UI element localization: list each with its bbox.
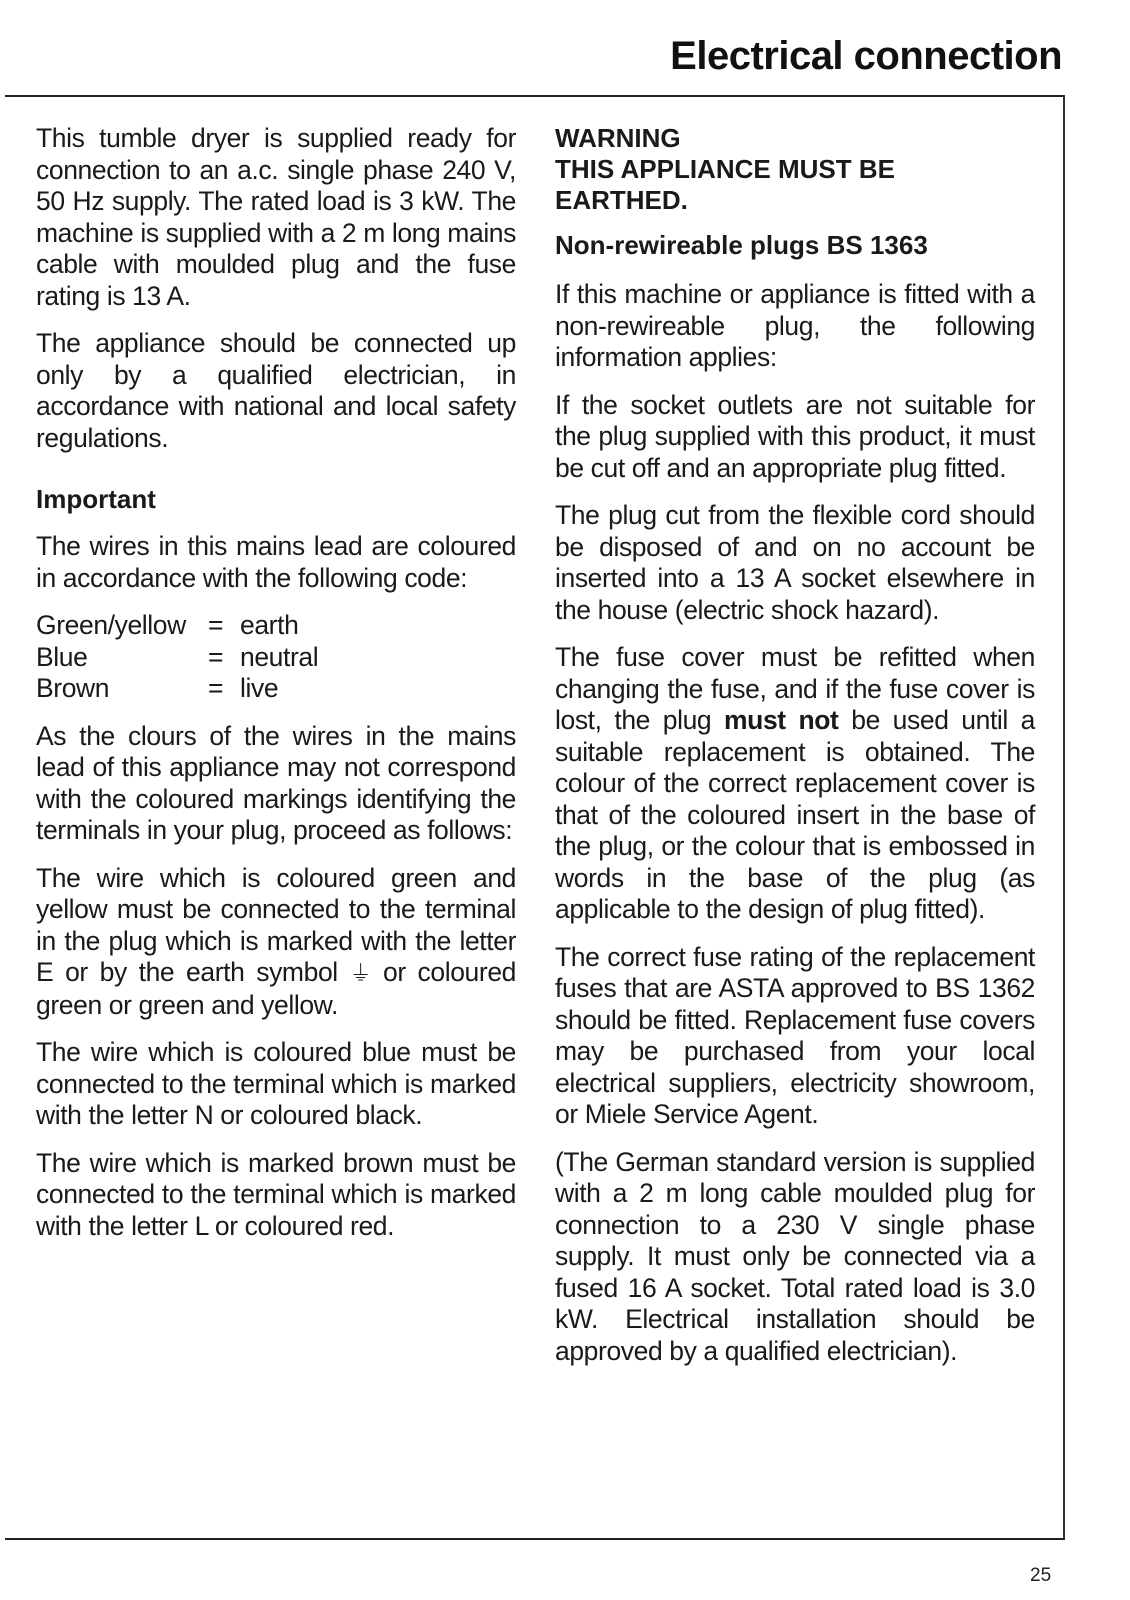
plugs-heading: Non-rewireable plugs BS 1363 <box>555 230 928 260</box>
green-yellow-wire-paragraph <box>36 863 516 1022</box>
intro-paragraph: This tumble dryer is supplied ready for connection to an a.c. single phase 240 V, 50 Hz supply. The rated load is 3 kW. The machine is supplied with a 2 m long mains cable with moulded plug and the fuse rating is 13 A. <box>36 123 516 311</box>
blue-wire-paragraph: The wire which is coloured blue must be connected to the terminal which is marked with the letter N or coloured black. <box>36 1037 516 1130</box>
warning-text: THIS APPLIANCE MUST BE <box>555 154 895 184</box>
green-yellow-text-end: or coloured green or green and yellow. <box>36 957 516 1020</box>
cut-plug-paragraph: The plug cut from the flexible cord should be disposed of and on no account be inserted into a 13 A socket elsewhere in the house (electric shock hazard). <box>555 500 1035 625</box>
socket-outlet-paragraph: If the socket outlets are not suitable for the plug supplied with this product, it must be cut off and an appropriate plug fitted. <box>555 389 1035 483</box>
wire-code-row <box>36 610 516 642</box>
wire-meaning: live <box>240 673 279 703</box>
must-not-emphasis: must not <box>724 705 839 735</box>
wire-code-intro: The wires in this mains lead are coloured in accordance with the following code: <box>36 531 516 593</box>
top-rule <box>5 95 1065 97</box>
earthing-warning <box>555 123 1035 216</box>
warning-text: EARTHED. <box>555 185 688 215</box>
german-version-paragraph: (The German standard version is supplied with a 2 m long cable moulded plug for connection to a 230 V single phase supply. It must only be connected via a fused 16 A socket. Total rated load is 3.0 kW. Electrical installation should be approved by a qualified electrician). <box>555 1146 1035 1366</box>
fuse-rating-paragraph: The correct fuse rating of the replacement fuses that are ASTA approved to BS 1362 should be fitted. Replacement fuse covers may be purchased from your local electrical suppliers, electricity showroom, or Miele Service Agent. <box>555 941 1035 1129</box>
bottom-rule <box>5 1538 1065 1540</box>
wire-color: Blue <box>36 641 88 672</box>
fuse-cover-paragraph <box>555 642 1035 926</box>
wire-color: Green/yellow <box>36 610 186 640</box>
right-column <box>555 123 1035 1383</box>
proceed-paragraph: As the clours of the wires in the mains lead of this appliance may not correspond with the coloured markings identifying the terminals in your plug, proceed as follows: <box>36 720 516 845</box>
wire-color-code-list <box>36 610 516 705</box>
left-column <box>36 123 516 1258</box>
equals-sign: = <box>208 641 224 672</box>
wire-meaning: neutral <box>240 641 319 672</box>
warning-label: WARNING <box>555 123 681 153</box>
brown-wire-paragraph: The wire which is marked brown must be connected to the terminal which is marked with the letter L or coloured red. <box>36 1147 516 1241</box>
equals-sign: = <box>208 673 224 703</box>
fuse-cover-text-end: be used until a suitable replacement is obtained. The colour of the correct replacement cover is that of the coloured insert in the base of the plug, or the colour that is embossed in words in the base of the plug (as applicable to the design of plug fitted). <box>555 705 1035 924</box>
electrician-paragraph: The appliance should be connected up only by a qualified electrician, in accordance with national and local safety regulations. <box>36 328 516 453</box>
plug-info-paragraph: If this machine or appliance is fitted with a non-rewireable plug, the following information applies: <box>555 279 1035 372</box>
wire-code-row <box>36 673 516 705</box>
fuse-cover-text: The fuse cover must be refitted when changing the fuse, and if the fuse cover is lost, the plug <box>555 642 1035 735</box>
wire-color: Brown <box>36 673 110 703</box>
wire-code-row <box>36 642 516 674</box>
green-yellow-text: The wire which is coloured green and yellow must be connected to the terminal in the plug which is marked with the letter E or by the earth symbol <box>36 862 516 987</box>
earth-symbol-icon: ⏚ <box>349 961 372 986</box>
important-heading: Important <box>36 484 156 514</box>
wire-meaning: earth <box>240 610 299 640</box>
page-number: 25 <box>1030 1565 1052 1586</box>
equals-sign: = <box>208 610 224 640</box>
page-title: Electrical connection <box>670 34 1062 78</box>
right-rule <box>1063 95 1065 1540</box>
